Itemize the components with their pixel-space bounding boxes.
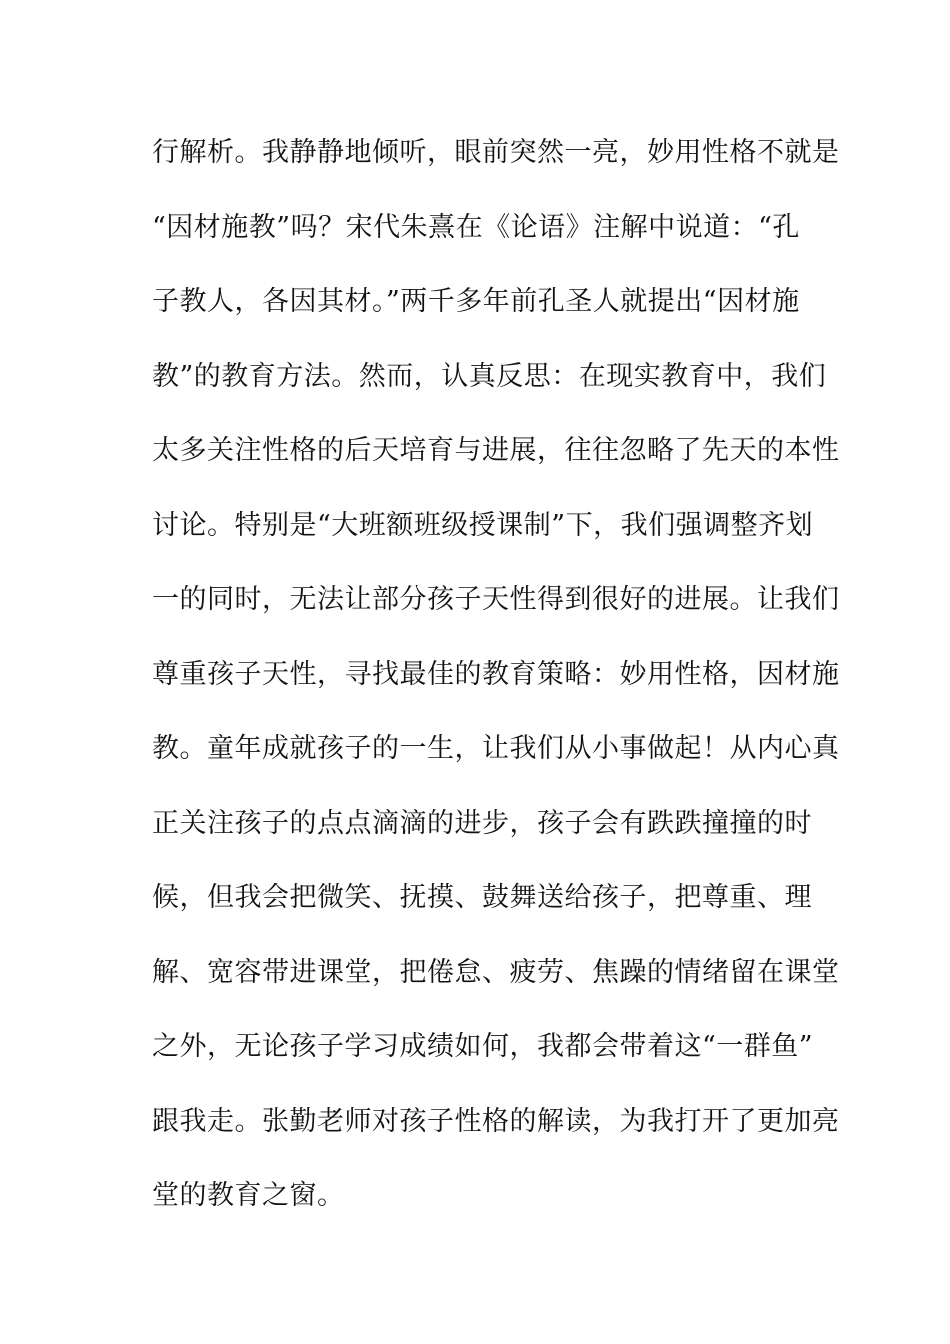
text-line: 正关注孩子的点点滴滴的进步，孩子会有跌跌撞撞的时 [152,807,812,839]
body-paragraph [152,131,840,1249]
text-line: 一的同时，无法让部分孩子天性得到很好的进展。让我们 [152,584,840,615]
text-line: 候，但我会把微笑、抚摸、鼓舞送给孩子，把尊重、理 [152,882,812,913]
text-line: 跟我走。张勤老师对孩子性格的解读，为我打开了更加亮 [152,1105,840,1137]
text-line: 教。童年成就孩子的一生，让我们从小事做起！从内心真 [152,733,840,764]
text-line: 尊重孩子天性，寻找最佳的教育策略：妙用性格，因材施 [152,658,840,690]
text-line: 讨论。特别是“大班额班级授课制”下，我们强调整齐划 [152,509,814,541]
text-line: 太多关注性格的后天培育与进展，往往忽略了先天的本性 [152,435,840,466]
text-line: “因材施教”吗？宋代朱熹在《论语》注解中说道：“孔 [152,211,800,243]
text-line: 堂的教育之窗。 [152,1180,345,1211]
text-line: 教”的教育方法。然而，认真反思：在现实教育中，我们 [152,360,827,392]
text-line: 解、宽容带进课堂，把倦怠、疲劳、焦躁的情绪留在课堂 [152,956,840,988]
text-line: 之外，无论孩子学习成绩如何，我都会带着这“一群鱼” [152,1031,814,1062]
text-line: 行解析。我静静地倾听，眼前突然一亮，妙用性格不就是 [152,137,840,168]
text-line: 子教人，各因其材。”两千多年前孔圣人就提出“因材施 [152,286,800,317]
